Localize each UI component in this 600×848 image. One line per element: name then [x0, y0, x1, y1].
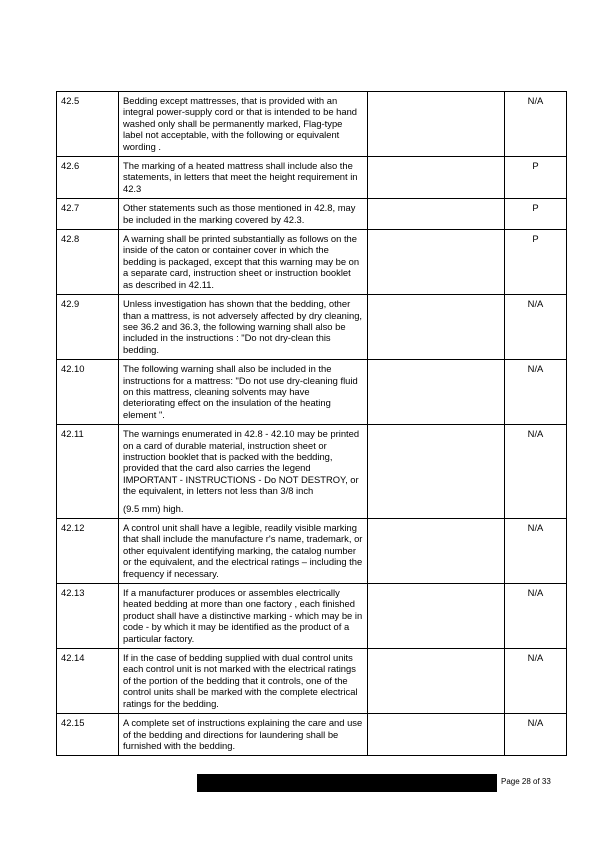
requirement-text: A warning shall be printed substantially as follows on the inside of the caton or container cover in which the bedding is packaged, except that this warning may be on a separate card, instruction sheet or instruction booklet as described in 42.11.	[119, 230, 368, 295]
result-remark	[368, 425, 505, 519]
clause-number: 42.10	[57, 360, 119, 425]
verdict: N/A	[505, 649, 567, 714]
requirement-text: Bedding except mattresses, that is provided with an integral power-supply cord or that is intended to be hand washed only shall be permanently marked, Flag-type label not acceptable, with the following or equivalent wording .	[119, 92, 368, 157]
table-row	[57, 649, 567, 714]
table-row	[57, 199, 567, 230]
clause-number: 42.12	[57, 519, 119, 584]
table-row	[57, 519, 567, 584]
table-row	[57, 714, 567, 756]
requirement-text: A complete set of instructions explaining the care and use of the bedding and directions for laundering shall be furnished with the bedding.	[119, 714, 368, 756]
table-row	[57, 230, 567, 295]
verdict: N/A	[505, 425, 567, 519]
clause-number: 42.7	[57, 199, 119, 230]
verdict: P	[505, 199, 567, 230]
verdict: P	[505, 230, 567, 295]
verdict: N/A	[505, 295, 567, 360]
table-row	[57, 295, 567, 360]
requirement-text: Other statements such as those mentioned in 42.8, may be included in the marking covered by 42.3.	[119, 199, 368, 230]
result-remark	[368, 519, 505, 584]
requirement-text-continuation: (9.5 mm) high.	[123, 502, 184, 514]
result-remark	[368, 360, 505, 425]
table-row	[57, 157, 567, 199]
requirement-text: If in the case of bedding supplied with dual control units each control unit is not marked with the electrical ratings of the portion of the bedding that it controls, one of the control units shall be marked with the complete electrical ratings for the bedding.	[119, 649, 368, 714]
clause-number: 42.8	[57, 230, 119, 295]
requirement-text: The following warning shall also be included in the instructions for a mattress: "Do not use dry-cleaning fluid on this mattress, cleaning solvents may have deteriorating effect on the insulation of the heating element ".	[119, 360, 368, 425]
requirement-text: If a manufacturer produces or assembles electrically heated bedding at more than one factory , each finished product shall have a distinctive marking - which may be in code - by which it may be identified as the product of a particular factory.	[119, 584, 368, 649]
clause-number: 42.11	[57, 425, 119, 519]
page-number: Page 28 of 33	[501, 777, 551, 786]
clause-number: 42.13	[57, 584, 119, 649]
verdict: N/A	[505, 92, 567, 157]
clause-number: 42.9	[57, 295, 119, 360]
result-remark	[368, 584, 505, 649]
verdict: N/A	[505, 714, 567, 756]
result-remark	[368, 295, 505, 360]
requirement-text-cell	[119, 425, 368, 519]
result-remark	[368, 199, 505, 230]
table-row	[57, 425, 567, 519]
result-remark	[368, 714, 505, 756]
table-row	[57, 92, 567, 157]
verdict: N/A	[505, 360, 567, 425]
result-remark	[368, 92, 505, 157]
redaction-bar	[197, 774, 497, 792]
result-remark	[368, 230, 505, 295]
clause-number: 42.14	[57, 649, 119, 714]
result-remark	[368, 157, 505, 199]
clause-number: 42.5	[57, 92, 119, 157]
verdict: P	[505, 157, 567, 199]
table-row	[57, 360, 567, 425]
requirement-text: A control unit shall have a legible, readily visible marking that shall include the manufacture r's name, trademark, or other equivalent identifying marking, the catalog number or the equivalent, and the electrical ratings – including the frequency if necessary.	[119, 519, 368, 584]
result-remark	[368, 649, 505, 714]
requirements-table	[56, 91, 567, 756]
requirement-text: The warnings enumerated in 42.8 - 42.10 may be printed on a card of durable material, instruction sheet or instruction booklet that is packed with the bedding, provided that the card also carries the legend IMPORTANT - INSTRUCTIONS - Do NOT DESTROY, or the equivalent, in letters not less than 3/8 inch	[123, 428, 360, 497]
clause-number: 42.15	[57, 714, 119, 756]
verdict: N/A	[505, 584, 567, 649]
requirement-text: The marking of a heated mattress shall include also the statements, in letters that meet the height requirement in 42.3	[119, 157, 368, 199]
requirement-text: Unless investigation has shown that the bedding, other than a mattress, is not adversely affected by dry cleaning, see 36.2 and 36.3, the following warning shall also be included in the instructions : "Do not dry-clean this bedding.	[119, 295, 368, 360]
clause-number: 42.6	[57, 157, 119, 199]
verdict: N/A	[505, 519, 567, 584]
table-row	[57, 584, 567, 649]
